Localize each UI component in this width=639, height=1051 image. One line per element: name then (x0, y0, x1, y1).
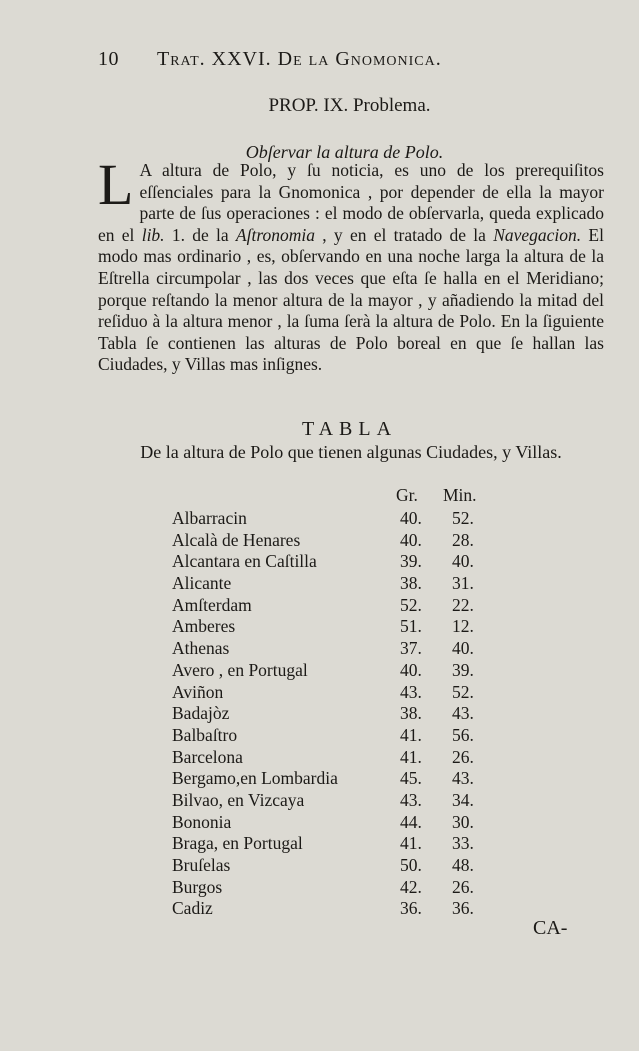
table-row (0, 703, 639, 725)
catchword: CA- (533, 917, 568, 939)
table-row (0, 638, 639, 660)
grados-value: 42. (400, 876, 422, 897)
drop-cap: L (98, 152, 134, 217)
paragraph-text: 1. de la (164, 224, 236, 245)
city-name: Braga, en Portugal (172, 833, 303, 854)
city-name: Barcelona (172, 746, 243, 767)
city-name: Amſterdam (172, 594, 252, 615)
city-name: Bergamo,en Lombardia (172, 768, 338, 789)
minutos-value: 40. (452, 551, 474, 572)
minutos-value: 26. (452, 746, 474, 767)
subheading-text: Obſervar la altura de Polo. (245, 142, 444, 162)
minutos-value: 56. (452, 724, 474, 745)
city-name: Amberes (172, 616, 236, 637)
city-name: Albarracin (172, 508, 247, 528)
minutos-value: 22. (452, 594, 474, 615)
grados-value: 43. (400, 681, 422, 702)
table-row (0, 790, 639, 812)
table-row (0, 768, 639, 790)
running-title: Trat. XXVI. De la Gnomonica. (157, 48, 442, 70)
city-name: Alicante (172, 573, 232, 594)
table-row (0, 725, 639, 747)
city-name: Bononia (172, 811, 232, 832)
grados-value: 38. (400, 703, 422, 724)
column-header-grados: Gr. (396, 485, 418, 505)
grados-value: 40. (400, 508, 422, 528)
grados-value: 45. (400, 768, 422, 789)
city-name: Aviñon (172, 681, 224, 702)
column-header-minutos: Min. (443, 485, 477, 505)
city-name: Bilvao, en Vizcaya (172, 789, 305, 810)
grados-value: 51. (400, 616, 422, 637)
minutos-value: 52. (452, 508, 474, 528)
city-name: Athenas (172, 638, 230, 659)
table-row (0, 530, 639, 552)
city-name: Burgos (172, 876, 223, 897)
table-row (0, 573, 639, 595)
minutos-value: 39. (452, 659, 474, 680)
minutos-value: 26. (452, 876, 474, 897)
italic-reference: lib. (141, 224, 165, 245)
grados-value: 41. (400, 724, 422, 745)
grados-value: 44. (400, 811, 422, 832)
table-row (0, 877, 639, 899)
table-title-text: TABLA (301, 418, 398, 440)
table-row (0, 682, 639, 704)
city-name: Balbaſtro (172, 724, 238, 745)
grados-value: 40. (400, 529, 422, 550)
minutos-value: 12. (452, 616, 474, 637)
grados-value: 39. (400, 551, 422, 572)
city-name: Bruſelas (172, 855, 231, 875)
table-row (0, 812, 639, 834)
minutos-value: 31. (452, 573, 474, 594)
table-row (0, 595, 639, 617)
grados-value: 38. (400, 573, 422, 594)
city-name: Alcalà de Henares (172, 529, 301, 550)
table-row (0, 855, 639, 877)
city-name: Alcantara en Caſtilla (172, 551, 317, 572)
page-number: 10 (98, 48, 119, 70)
minutos-value: 40. (452, 638, 474, 659)
city-name: Avero , en Portugal (172, 659, 308, 680)
proposition-text: PROP. IX. Problema. (268, 95, 431, 116)
table-row (0, 551, 639, 573)
table-subtitle: De la altura de Polo que tienen algunas Ciudades, y Villas. (140, 442, 562, 462)
table-title (0, 418, 639, 441)
grados-value: 37. (400, 638, 422, 659)
italic-reference: Navegacion. (493, 224, 582, 245)
minutos-value: 52. (452, 681, 474, 702)
italic-reference: Aſtronomia (235, 224, 315, 245)
minutos-value: 33. (452, 833, 474, 854)
table-row (0, 747, 639, 769)
table-row (0, 616, 639, 638)
minutos-value: 48. (452, 855, 474, 875)
table-row (0, 508, 639, 530)
minutos-value: 28. (452, 529, 474, 550)
proposition-heading (0, 95, 639, 117)
latitude-table (0, 508, 639, 920)
minutos-value: 34. (452, 789, 474, 810)
grados-value: 41. (400, 833, 422, 854)
city-name: Cadiz (172, 898, 213, 919)
paragraph-text: , y en el tratado de la (315, 224, 494, 245)
grados-value: 40. (400, 659, 422, 680)
paragraph-text: A altura de Polo, y ſu noticia, es uno de los prerequiſitos eſſenciales para la Gnomonica , por depender de ella la mayor parte de ſus operaciones : el modo de obſervarla, queda explicado en el (98, 160, 604, 245)
grados-value: 43. (400, 789, 422, 810)
minutos-value: 43. (452, 768, 474, 789)
grados-value: 52. (400, 594, 422, 615)
minutos-value: 43. (452, 703, 474, 724)
table-row (0, 833, 639, 855)
table-row (0, 660, 639, 682)
city-name: Badajòz (172, 703, 230, 724)
minutos-value: 36. (452, 898, 474, 919)
minutos-value: 30. (452, 811, 474, 832)
paragraph-text: El modo mas ordinario , es, obſervando en una noche larga la altura de la Eſtrella circumpolar , las dos veces que eſta ſe halla en el Meridiano; porque reſtando la menor altura de la mayor , y añadiendo la mitad del reſiduo à la altura menor , la ſuma ſerà la altura de Polo. En la ſiguiente Tabla ſe contienen las alturas de Polo boreal en que ſe hallan las Ciudades, y Villas mas inſignes. (98, 224, 604, 375)
running-header (98, 48, 442, 71)
grados-value: 41. (400, 746, 422, 767)
grados-value: 50. (400, 855, 422, 875)
grados-value: 36. (400, 898, 422, 919)
